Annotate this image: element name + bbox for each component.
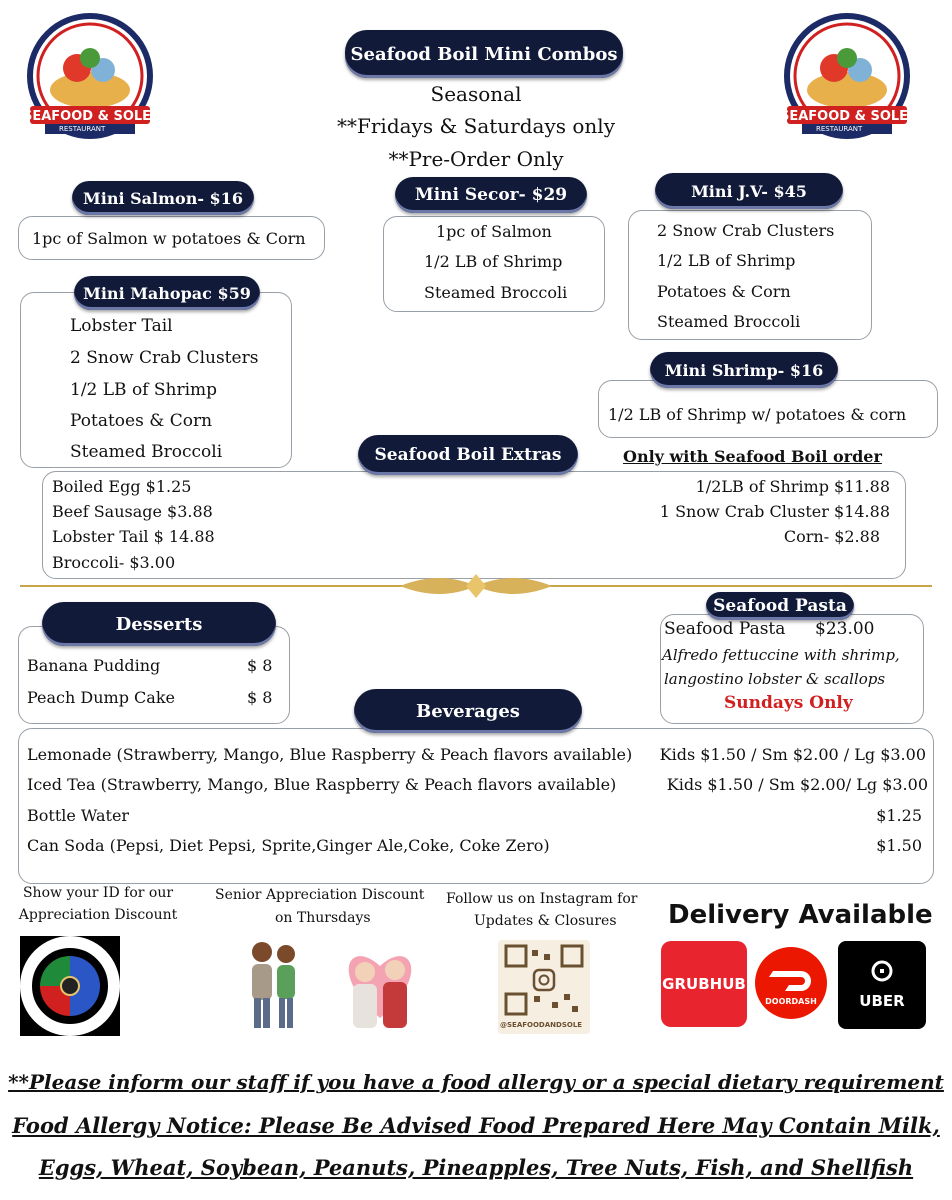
instagram-text: Follow us on Instagram for: [446, 891, 638, 907]
extras-item: Corn- $2.88: [783, 527, 880, 546]
logo-text-top: SEAFOOD & SOLE: [23, 109, 152, 124]
beverage-name: Can Soda (Pepsi, Diet Pepsi, Sprite,Ginger Ale,Coke, Coke Zero): [27, 836, 550, 855]
extras-item: Lobster Tail $ 14.88: [52, 527, 215, 546]
instagram-text: Updates & Closures: [474, 913, 617, 929]
header-seasonal: Seasonal: [430, 82, 522, 106]
logo-text-top: SEAFOOD & SOLE: [780, 109, 909, 124]
mini-shrimp-title: Mini Shrimp- $16: [650, 352, 838, 388]
beverage-name: Lemonade (Strawberry, Mango, Blue Raspberry & Peach flavors available): [27, 745, 633, 764]
logo-text-bottom: RESTAURANT: [59, 125, 106, 133]
dessert-price: $ 8: [247, 688, 273, 707]
instagram-qr-code-icon[interactable]: [498, 940, 590, 1034]
extras-item: Beef Sausage $3.88: [52, 502, 213, 521]
mini-mahopac-item: Lobster Tail: [70, 316, 173, 336]
allergy-notice: Eggs, Wheat, Soybean, Peanuts, Pineapples, Tree Nuts, Fish, and Shellfish: [38, 1155, 914, 1180]
allergy-notice: Food Allergy Notice: Please Be Advised Food Prepared Here May Contain Milk,: [12, 1113, 940, 1138]
mini-jv-item: Potatoes & Corn: [657, 282, 791, 301]
mini-jv-item: Steamed Broccoli: [657, 312, 801, 331]
logo-text-bottom: RESTAURANT: [816, 125, 863, 133]
doordash-button[interactable]: [755, 947, 827, 1019]
uber-button[interactable]: [838, 941, 926, 1029]
extras-item: 1/2LB of Shrimp $11.88: [695, 477, 890, 496]
pasta-title: Seafood Pasta: [706, 592, 854, 620]
mini-mahopac-item: 1/2 LB of Shrimp: [70, 380, 218, 400]
mini-shrimp-item: 1/2 LB of Shrimp w/ potatoes & corn: [608, 405, 907, 424]
senior-discount-text: Senior Appreciation Discount: [215, 887, 425, 903]
mini-secor-item: 1/2 LB of Shrimp: [424, 252, 563, 271]
pasta-desc: langostino lobster & scallops: [664, 670, 886, 688]
pasta-price: $23.00: [815, 619, 875, 639]
dessert-name: Peach Dump Cake: [27, 688, 175, 707]
id-discount-text: Appreciation Discount: [18, 907, 178, 923]
desserts-title: Desserts: [42, 602, 276, 646]
senior-discount-text: on Thursdays: [275, 910, 371, 926]
beverage-price: Kids $1.50 / Sm $2.00 / Lg $3.00: [659, 745, 926, 764]
beverages-title: Beverages: [354, 689, 582, 733]
beverage-price: Kids $1.50 / Sm $2.00/ Lg $3.00: [666, 775, 928, 794]
mini-mahopac-item: Steamed Broccoli: [70, 442, 223, 462]
beverage-price: $1.25: [876, 806, 922, 825]
id-discount-text: Show your ID for our: [22, 885, 174, 901]
pasta-desc: Alfredo fettuccine with shrimp,: [662, 646, 900, 664]
dessert-price: $ 8: [247, 656, 273, 675]
uber-icon: [838, 941, 926, 991]
dessert-name: Banana Pudding: [27, 656, 161, 675]
mini-jv-item: 2 Snow Crab Clusters: [657, 221, 835, 240]
extras-title: Seafood Boil Extras: [358, 435, 578, 475]
mini-mahopac-title: Mini Mahopac $59: [74, 276, 260, 310]
senior-couple-icon: [240, 938, 440, 1034]
beverage-name: Iced Tea (Strawberry, Mango, Blue Raspberry & Peach flavors available): [27, 775, 617, 794]
grubhub-button[interactable]: GRUBHUB: [661, 941, 747, 1027]
header-days: **Fridays & Saturdays only: [336, 114, 615, 138]
extras-note: Only with Seafood Boil order: [623, 447, 882, 466]
header-preorder: **Pre-Order Only: [388, 147, 564, 171]
instagram-handle: @SEAFOODANDSOLE: [500, 1021, 583, 1029]
allergy-notice: **Please inform our staff if you have a food allergy or a special dietary requirement: [8, 1070, 944, 1094]
mini-salmon-title: Mini Salmon- $16: [72, 181, 254, 215]
delivery-title: Delivery Available: [668, 900, 933, 930]
mini-salmon-item: 1pc of Salmon w potatoes & Corn: [32, 229, 306, 248]
extras-item: Boiled Egg $1.25: [52, 477, 192, 496]
beverage-price: $1.50: [876, 836, 922, 855]
first-responders-badge-icon: [20, 936, 120, 1036]
mini-secor-title: Mini Secor- $29: [395, 177, 587, 213]
pasta-name: Seafood Pasta: [664, 619, 786, 639]
mini-secor-item: 1pc of Salmon: [436, 222, 552, 241]
beverage-name: Bottle Water: [27, 806, 130, 825]
extras-item: 1 Snow Crab Cluster $14.88: [659, 502, 890, 521]
menu-title: Seafood Boil Mini Combos: [345, 30, 623, 78]
mini-jv-title: Mini J.V- $45: [655, 173, 843, 209]
doordash-icon: [755, 947, 827, 1003]
mini-mahopac-item: Potatoes & Corn: [70, 411, 213, 431]
uber-label: UBER: [859, 992, 905, 1010]
pasta-note: Sundays Only: [724, 693, 853, 713]
mini-mahopac-item: 2 Snow Crab Clusters: [70, 348, 259, 368]
extras-item: Broccoli- $3.00: [52, 553, 176, 572]
doordash-label: DOORDASH: [765, 997, 817, 1006]
mini-secor-item: Steamed Broccoli: [424, 283, 568, 302]
mini-jv-item: 1/2 LB of Shrimp: [657, 251, 796, 270]
